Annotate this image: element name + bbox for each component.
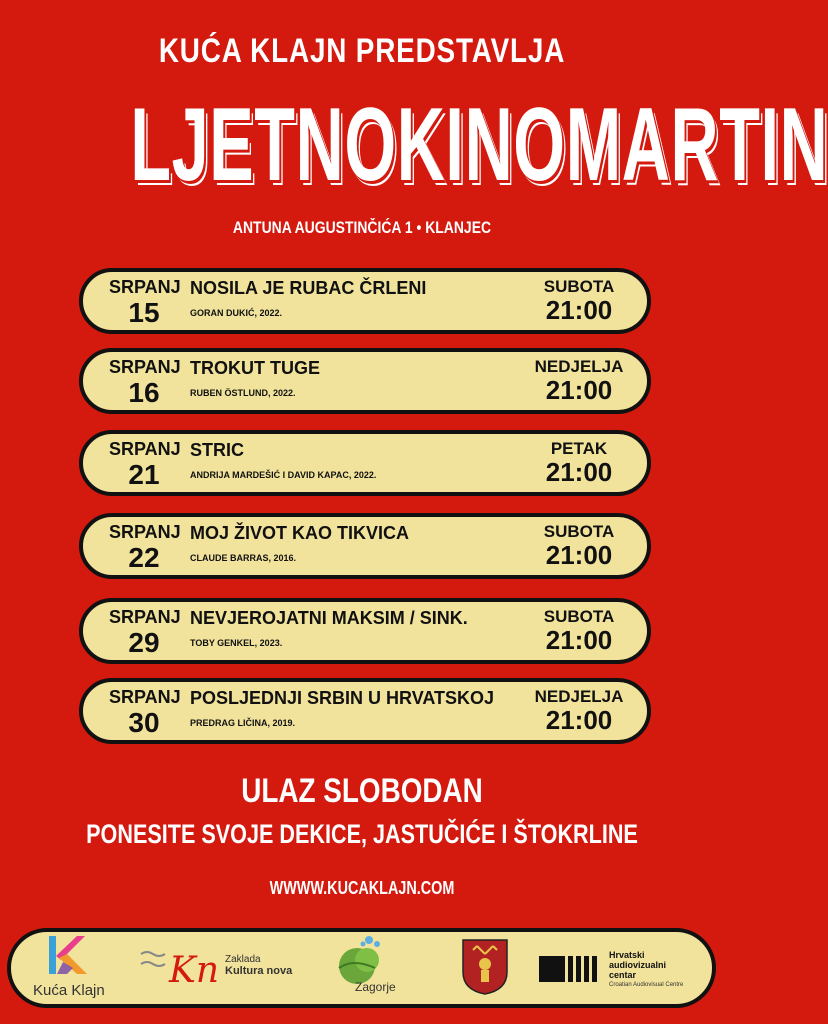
screening-weekday: NEDJELJA — [534, 687, 624, 706]
screening-day: 30 — [128, 707, 160, 738]
kultura-nova-line1: Zaklada — [225, 954, 261, 965]
screening-time: 21:00 — [545, 705, 613, 735]
screening-time: 21:00 — [545, 375, 613, 405]
kultura-nova-line2: Kultura nova — [225, 965, 293, 977]
film-credit: PREDRAG LIČINA, 2019. — [190, 718, 296, 728]
free-entry-text: ULAZ SLOBODAN — [241, 772, 483, 810]
havc-logo — [539, 950, 709, 994]
screening-day: 15 — [128, 297, 160, 328]
film-title: TROKUT TUGE — [190, 358, 320, 378]
screening-row — [79, 598, 651, 664]
screening-month: SRPANJ — [109, 607, 181, 627]
screening-month: SRPANJ — [109, 687, 181, 707]
film-title: STRIC — [190, 440, 244, 460]
screening-weekday: PETAK — [550, 439, 608, 458]
screening-row — [79, 430, 651, 496]
havc-icon — [539, 956, 603, 982]
film-credit: GORAN DUKIĆ, 2022. — [190, 308, 283, 318]
screening-weekday: SUBOTA — [543, 522, 615, 541]
kultura-nova-logo — [139, 942, 299, 1002]
page-title: LJETNOKINOMARTIN — [130, 87, 828, 203]
screening-row — [79, 678, 651, 744]
havc-line4: Croatian Audiovisual Centre — [609, 982, 684, 988]
havc-line3: centar — [609, 970, 637, 980]
website-link[interactable]: WWWW.KUCAKLAJN.COM — [269, 878, 455, 898]
screening-day: 21 — [128, 459, 160, 490]
kuca-klajn-caption: Kuća Klajn — [33, 982, 105, 999]
havc-line1: Hrvatski — [609, 950, 645, 960]
film-credit: RUBEN ÖSTLUND, 2022. — [190, 388, 296, 398]
screening-time: 21:00 — [545, 540, 613, 570]
kultura-nova-icon — [139, 942, 219, 994]
film-credit: CLAUDE BARRAS, 2016. — [190, 553, 297, 563]
screening-row — [79, 268, 651, 334]
screening-time: 21:00 — [545, 625, 613, 655]
screening-row — [79, 513, 651, 579]
svg-text:Kn: Kn — [169, 950, 220, 991]
zagorje-caption: Zagorje — [355, 980, 396, 994]
screening-weekday: SUBOTA — [543, 607, 615, 626]
screening-month: SRPANJ — [109, 277, 181, 297]
kuca-klajn-logo — [33, 934, 113, 1004]
coat-of-arms-icon — [461, 938, 509, 996]
kuca-klajn-icon — [43, 934, 103, 980]
film-title: NOSILA JE RUBAC ČRLENI — [190, 278, 427, 298]
zagorje-icon — [329, 934, 393, 984]
bring-items-text: PONESITE SVOJE DEKICE, JASTUČIĆE I ŠTOKRLINE — [86, 819, 638, 849]
sponsor-bar — [7, 928, 716, 1008]
screening-day: 22 — [128, 542, 160, 573]
screening-weekday: SUBOTA — [543, 277, 615, 296]
screening-month: SRPANJ — [109, 522, 181, 542]
screening-month: SRPANJ — [109, 439, 181, 459]
screening-day: 29 — [128, 627, 160, 658]
havc-line2: audiovizualni — [609, 960, 667, 970]
screening-month: SRPANJ — [109, 357, 181, 377]
presents-heading: KUĆA KLAJN PREDSTAVLJA — [158, 32, 566, 70]
venue-address: ANTUNA AUGUSTINČIĆA 1 • KLANJEC — [232, 218, 492, 237]
screening-weekday: NEDJELJA — [534, 357, 624, 376]
film-title: NEVJEROJATNI MAKSIM / SINK. — [190, 608, 468, 628]
screening-day: 16 — [128, 377, 160, 408]
film-title: MOJ ŽIVOT KAO TIKVICA — [190, 523, 410, 543]
screening-row — [79, 348, 651, 414]
zagorje-logo — [329, 934, 419, 1006]
coat-of-arms-logo — [461, 938, 511, 1000]
film-credit: ANDRIJA MARDEŠIĆ I DAVID KAPAC, 2022. — [190, 470, 377, 480]
screening-time: 21:00 — [545, 457, 613, 487]
screening-time: 21:00 — [545, 295, 613, 325]
film-credit: TOBY GENKEL, 2023. — [190, 638, 283, 648]
film-title: POSLJEDNJI SRBIN U HRVATSKOJ — [190, 688, 495, 708]
